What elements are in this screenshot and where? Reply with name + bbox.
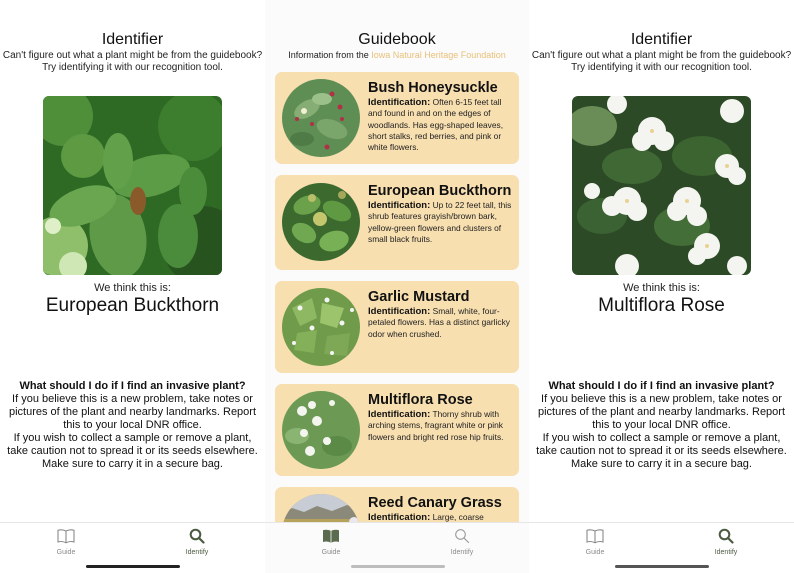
tab-identify-label: Identify — [450, 549, 474, 556]
subtitle-prefix: Information from the — [288, 50, 372, 60]
plant-card-list[interactable] — [275, 72, 519, 522]
help-paragraph-1: If you believe this is a new problem, take notes or pictures of the plant and nearby landmarks. Report this to your local DNR office. — [537, 393, 786, 431]
tab-guide[interactable] — [555, 527, 635, 556]
plant-name: Multiflora Rose — [368, 392, 473, 408]
honeysuckle-photo-icon — [282, 79, 360, 157]
tab-identify-label: Identify — [714, 549, 738, 556]
tab-guide[interactable] — [291, 527, 371, 556]
book-outline-icon — [586, 528, 604, 544]
search-outline-icon — [454, 528, 470, 544]
plant-name: European Buckthorn — [368, 183, 512, 199]
plant-card-european-buckthorn[interactable] — [275, 175, 519, 270]
book-filled-icon — [322, 528, 340, 544]
page-subtitle: Can't figure out what a plant might be from the guidebook? Try identifying it with our recognition tool. — [2, 50, 263, 73]
page-subtitle: Can't figure out what a plant might be from the guidebook? Try identifying it with our recognition tool. — [531, 50, 792, 73]
identification-label: Identification: — [368, 306, 431, 317]
plant-description: Identification: Thorny shrub with arching stems, fragrant white or pink flowers and bright red rose hip fruits. — [368, 409, 504, 442]
page-title: Identifier — [101, 31, 164, 48]
thumb-garlic-mustard — [282, 288, 360, 366]
plant-card-multiflora-rose[interactable] — [275, 384, 519, 476]
home-indicator[interactable] — [86, 565, 180, 568]
plant-card-garlic-mustard[interactable] — [275, 281, 519, 373]
identifier-screen-multiflora-rose — [529, 0, 794, 573]
home-indicator[interactable] — [615, 565, 709, 568]
identification-label: Identification: — [368, 409, 431, 420]
help-paragraph-1: If you believe this is a new problem, take notes or pictures of the plant and nearby landmarks. Report this to your local DNR office. — [8, 393, 257, 431]
help-question: What should I do if I find an invasive plant? — [548, 380, 775, 392]
tab-guide-label: Guide — [56, 549, 76, 556]
thumb-bush-honeysuckle — [282, 79, 360, 157]
help-question: What should I do if I find an invasive plant? — [19, 380, 246, 392]
leaf-photo-icon — [43, 96, 222, 275]
plant-photo-buckthorn[interactable] — [43, 96, 222, 275]
book-outline-icon — [57, 528, 75, 544]
tab-bar — [529, 522, 794, 573]
identification-label: Identification: — [368, 200, 431, 211]
help-paragraph-2: If you wish to collect a sample or remove a plant, take caution not to spread it or its seeds elsewhere. Make sure to carry it in a secure bag. — [536, 432, 787, 470]
tab-identify-label: Identify — [185, 549, 209, 556]
thumb-european-buckthorn — [282, 183, 360, 261]
plant-description: Identification: Large, coarse — [368, 512, 484, 522]
prediction-label: We think this is: — [623, 282, 700, 294]
thumb-reed-canary-grass — [282, 494, 360, 522]
identification-label: Identification: — [368, 512, 431, 522]
page-title: Guidebook — [358, 31, 436, 48]
tab-identify[interactable] — [157, 527, 237, 556]
rose-photo-icon — [572, 96, 751, 275]
identifier-screen-buckthorn — [0, 0, 265, 573]
plant-name: Reed Canary Grass — [368, 495, 502, 511]
page-subtitle — [265, 50, 529, 60]
prediction-label: We think this is: — [94, 282, 171, 294]
plant-name: Garlic Mustard — [368, 289, 470, 305]
plant-photo-multiflora-rose[interactable] — [572, 96, 751, 275]
tab-bar — [0, 522, 265, 573]
plant-name: Bush Honeysuckle — [368, 80, 498, 96]
garlic-mustard-photo-icon — [282, 288, 360, 366]
help-paragraph-2: If you wish to collect a sample or remove a plant, take caution not to spread it or its seeds elsewhere. Make sure to carry it in a secure bag. — [7, 432, 258, 470]
plant-description: Identification: Often 6-15 feet tall and found in and on the edges of woodlands. Has egg-shaped leaves, short stalks, red berries, and pink or white flowers. — [368, 97, 504, 153]
thumb-multiflora-rose — [282, 391, 360, 469]
tab-guide-label: Guide — [585, 549, 605, 556]
search-icon — [718, 528, 734, 544]
home-indicator[interactable] — [351, 565, 445, 568]
page-title: Identifier — [630, 31, 693, 48]
invasive-help-section — [0, 380, 265, 471]
multiflora-rose-photo-icon — [282, 391, 360, 469]
tab-identify[interactable] — [422, 527, 502, 556]
prediction-result: European Buckthorn — [45, 295, 220, 316]
prediction-result: Multiflora Rose — [598, 295, 725, 316]
inhf-link[interactable]: Iowa Natural Heritage Foundation — [371, 50, 506, 60]
tab-guide-label: Guide — [321, 549, 341, 556]
plant-card-reed-canary-grass[interactable] — [275, 487, 519, 522]
invasive-help-section — [529, 380, 794, 471]
plant-description: Identification: Small, white, four-petaled flowers. Has a distinct garlicky odor when crushed. — [368, 306, 510, 339]
tab-bar — [265, 522, 529, 573]
guidebook-screen — [265, 0, 529, 573]
plant-card-bush-honeysuckle[interactable] — [275, 72, 519, 164]
search-icon — [189, 528, 205, 544]
tab-guide[interactable] — [26, 527, 106, 556]
reed-canary-grass-photo-icon — [282, 494, 360, 522]
plant-description: Identification: Up to 22 feet tall, this shrub features grayish/brown bark, yellow-green flowers and clusters of small black fruits. — [368, 200, 512, 244]
buckthorn-photo-icon — [282, 183, 360, 261]
identification-label: Identification: — [368, 97, 431, 108]
tab-identify[interactable] — [686, 527, 766, 556]
